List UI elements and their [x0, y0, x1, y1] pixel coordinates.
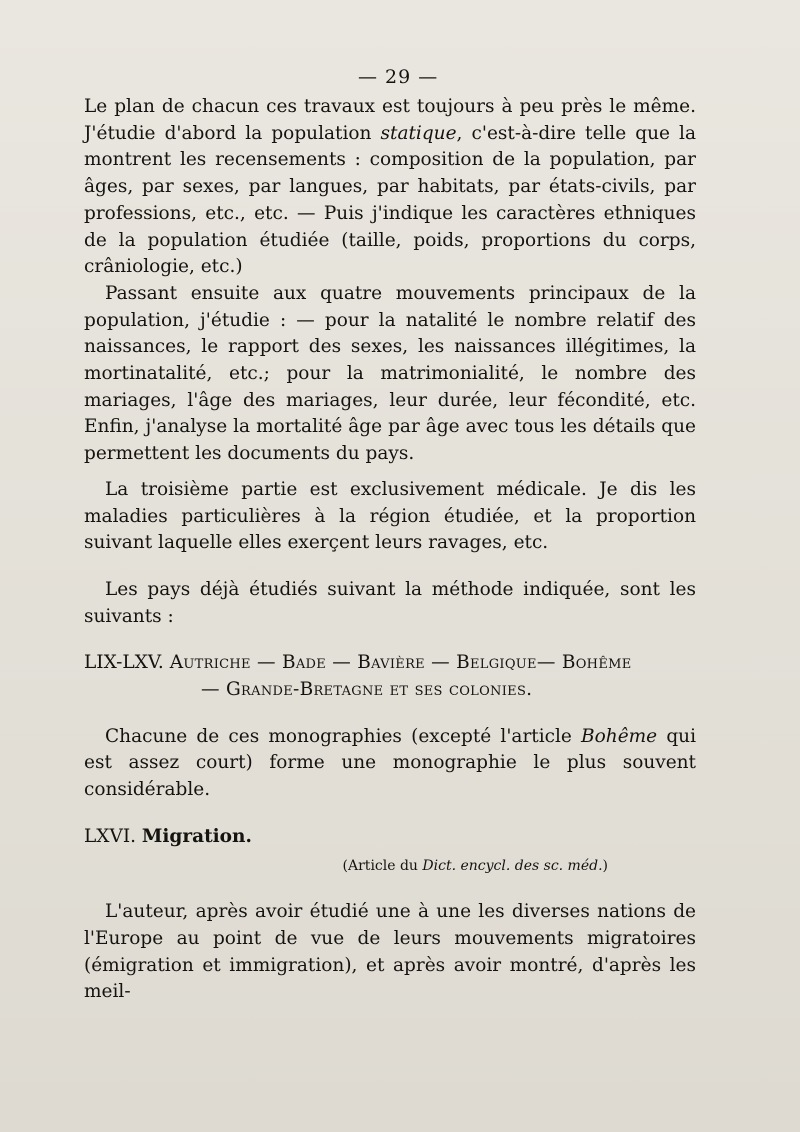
paragraph-medical-part: La troisième partie est exclusivement médicale. Je dis les maladies particulières à la région étudiée, et la proportion suivant laquelle elles exerçent leurs ravages, etc. — [84, 478, 696, 554]
paragraph-population-movements: Passant ensuite aux quatre mouvements principaux de la population, j'étudie : — pour la natalité le nombre relatif des naissances, le rapport des sexes, les naissances illégitimes, la mortinatalité, etc.; pour la matrimonialité, le nombre des mariages, l'âge des mariages, leur durée, leur fécondité, etc. Enfin, j'analyse la mortalité âge par âge avec tous les détails que permettent les documents du pays. — [84, 282, 696, 465]
paragraph-migration-author: L'auteur, après avoir étudié une à une les diverses nations de l'Europe au point de vue de leurs mouvements migratoires (émigration et immigration), et après avoir montré, d'après les meil- — [84, 901, 696, 1003]
citation-source — [84, 853, 696, 880]
italic-source: Dict. encycl. des sc. méd. — [422, 857, 603, 874]
paragraph-countries-intro: Les pays déjà étudiés suivant la méthode indiquée, sont les suivants : — [84, 578, 696, 627]
text-segment: Chacune de ces monographies (excepté l'article — [105, 725, 582, 747]
countries-list-heading — [84, 650, 696, 703]
item-title: Migration. — [141, 825, 252, 847]
text-segment: Le plan de chacun ces travaux est toujours à peu près le même. J'étudie d'abord la population — [84, 96, 696, 144]
text-segment: , c'est-à-dire telle que la montrent les recensements : composition de la population, par âges, par sexes, par langues, par habitats, par états-civils, par professions, etc., etc. — Puis j'indique les caractères ethniques de la population étudiée (taille, poids, proportions du corps, crâniologie, etc.) — [84, 122, 696, 278]
countries-list-line2: — Grande-Bretagne et ses colonies. — [201, 679, 533, 701]
italic-term: statique — [380, 122, 457, 144]
page-body — [84, 94, 696, 1006]
paragraph-study-plan — [84, 94, 696, 281]
countries-list-line1: Autriche — Bade — Bavière — Belgique— Bohême — [169, 652, 632, 674]
text-segment: (Article du — [342, 857, 423, 874]
text-segment: qui est assez court) forme une monographie le plus souvent considérable. — [84, 725, 696, 801]
list-range-number: LIX-LXV. — [84, 652, 164, 674]
text-segment: ) — [602, 857, 608, 874]
item-number: LXVI. — [84, 825, 137, 847]
paragraph-monographs — [84, 724, 696, 804]
page-number: — 29 — — [358, 66, 439, 88]
item-heading-migration — [84, 824, 696, 851]
italic-term: Bohême — [581, 725, 658, 747]
